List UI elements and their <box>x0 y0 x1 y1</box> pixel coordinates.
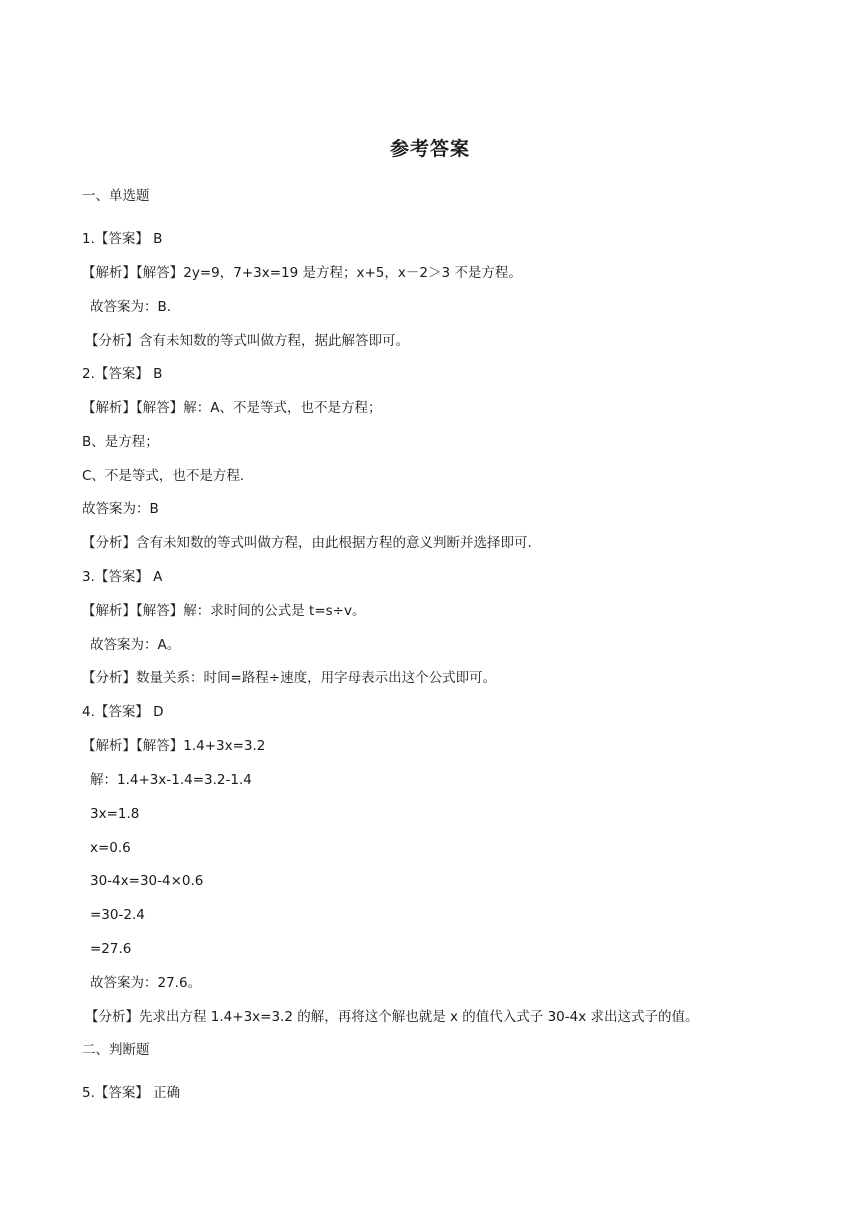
q4-step-4: 30-4x=30-4×0.6 <box>90 873 204 889</box>
q4-answer: 4.【答案】 D <box>82 704 164 720</box>
q4-analysis: 【分析】先求出方程 1.4+3x=3.2 的解，再将这个解也就是 x 的值代入式子 30-4x 求出这式子的值。 <box>85 1009 699 1025</box>
q1-analysis: 【分析】含有未知数的等式叫做方程，据此解答即可。 <box>85 333 409 349</box>
q4-step-5: =30-2.4 <box>90 907 145 923</box>
q2-option-b: B、是方程； <box>82 434 159 450</box>
q3-analysis: 【分析】数量关系：时间=路程÷速度，用字母表示出这个公式即可。 <box>82 670 497 686</box>
q3-explanation: 【解析】【解答】解：求时间的公式是 t=s÷v。 <box>82 603 366 619</box>
q3-conclusion: 故答案为：A。 <box>90 637 181 653</box>
page-title: 参考答案 <box>389 138 470 160</box>
section-heading-single-choice: 一、单选题 <box>82 188 150 204</box>
q5-answer: 5.【答案】 正确 <box>82 1085 181 1101</box>
q2-conclusion: 故答案为：B <box>82 501 159 517</box>
q4-step-3: x=0.6 <box>90 840 131 856</box>
q1-conclusion: 故答案为：B. <box>90 299 172 315</box>
q4-explanation: 【解析】【解答】1.4+3x=3.2 <box>82 738 266 754</box>
q4-step-2: 3x=1.8 <box>90 806 140 822</box>
q2-analysis: 【分析】含有未知数的等式叫做方程，由此根据方程的意义判断并选择即可. <box>82 535 532 551</box>
q2-option-c: C、不是等式，也不是方程. <box>82 468 245 484</box>
q4-step-1: 解：1.4+3x-1.4=3.2-1.4 <box>90 772 252 788</box>
q1-explanation: 【解析】【解答】2y=9，7+3x=19 是方程；x+5，x－2＞3 不是方程。 <box>82 265 522 281</box>
q4-step-6: =27.6 <box>90 941 132 957</box>
section-heading-true-false: 二、判断题 <box>82 1042 150 1058</box>
q4-conclusion: 故答案为：27.6。 <box>90 975 202 991</box>
q2-explanation: 【解析】【解答】解：A、不是等式，也不是方程； <box>82 400 382 416</box>
q1-answer: 1.【答案】 B <box>82 231 163 247</box>
q2-answer: 2.【答案】 B <box>82 366 163 382</box>
q3-answer: 3.【答案】 A <box>82 569 163 585</box>
